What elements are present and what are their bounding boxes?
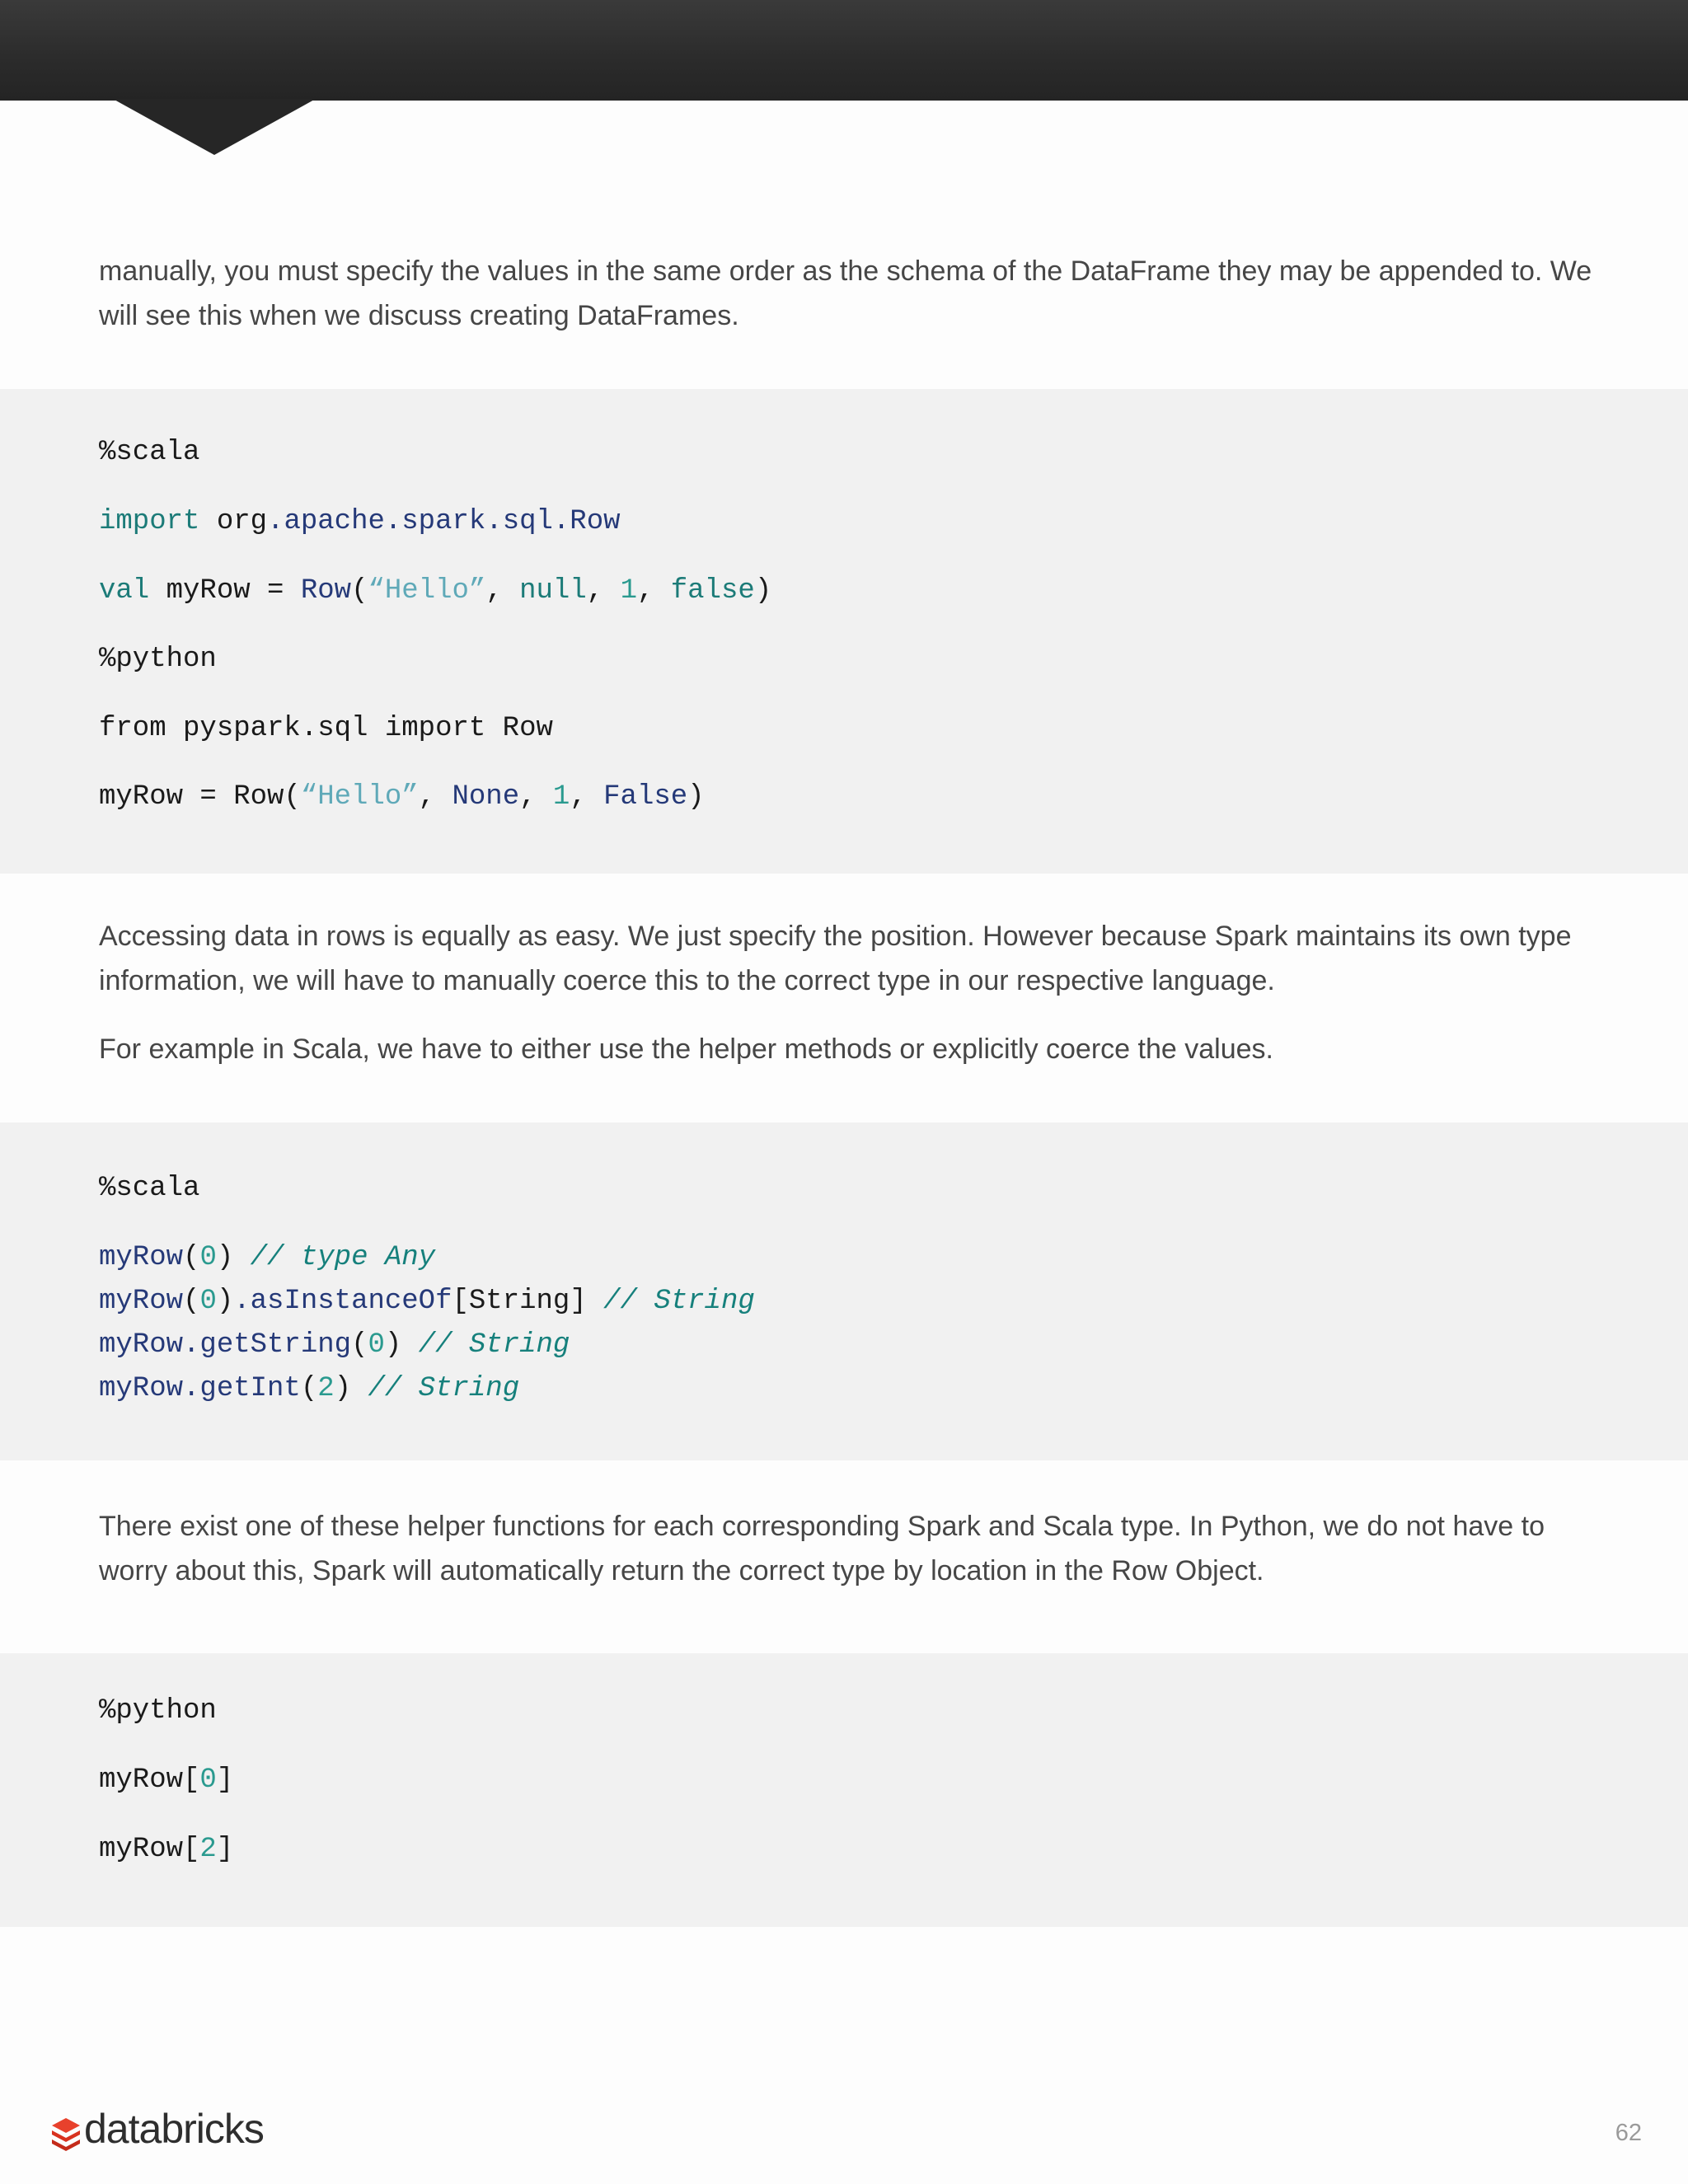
code-line [99, 1827, 233, 1872]
code-line [99, 706, 553, 751]
code-token: myRow.getString [99, 1329, 352, 1361]
code-token: .asInstanceOf [233, 1286, 452, 1317]
code-line [99, 637, 217, 682]
paragraph-scala-example: For example in Scala, we have to either use the helper methods or explicitly coerce the values. [99, 1033, 1273, 1065]
code-line [99, 1166, 199, 1211]
code-token: ( [300, 1373, 318, 1404]
code-token: %scala [99, 437, 200, 468]
code-token: Row [300, 575, 352, 607]
code-token: ( [351, 575, 368, 607]
header-notch [113, 99, 316, 157]
code-block-create-row [0, 389, 1688, 874]
code-line [99, 1279, 755, 1324]
code-token: false [670, 575, 755, 607]
code-line [99, 1323, 570, 1367]
code-token: ) [384, 1329, 419, 1361]
code-block-scala-access [0, 1122, 1688, 1460]
code-token: , [586, 575, 621, 607]
code-token: 0 [199, 1765, 217, 1796]
code-token: , [485, 575, 520, 607]
code-token: , [418, 781, 452, 813]
code-token: 2 [199, 1834, 217, 1865]
code-block-python-access [0, 1653, 1688, 1927]
code-token: myRow[ [99, 1765, 200, 1796]
code-token: , [636, 575, 671, 607]
code-token: %python [99, 644, 217, 675]
code-token: ( [183, 1286, 200, 1317]
code-line [99, 1689, 217, 1733]
page-number: 62 [1615, 2120, 1642, 2146]
code-token: 0 [368, 1329, 385, 1361]
code-token: ] [216, 1765, 234, 1796]
logo-wordmark: databricks [84, 2106, 264, 2152]
code-token: myRow [99, 1242, 184, 1273]
code-token: ( [351, 1329, 368, 1361]
code-token: False [603, 781, 688, 813]
header-banner [0, 0, 1688, 101]
code-token: 2 [317, 1373, 335, 1404]
code-token: ) [216, 1242, 251, 1273]
paragraph-helper-functions: There exist one of these helper functions for each corresponding Spark and Scala type. In Python, we do not have to worry about this, Spark will automatically return the correct type by location in the Row Object. [99, 1511, 1545, 1586]
code-token: from pyspark.sql import Row [99, 713, 553, 744]
code-token: “Hello” [300, 781, 419, 813]
code-token: “Hello” [368, 575, 486, 607]
code-token: org [199, 506, 268, 537]
code-token: ) [687, 781, 705, 813]
code-token: ] [216, 1834, 234, 1865]
code-token: myRow [99, 1286, 184, 1317]
code-line [99, 1758, 233, 1802]
code-line [99, 569, 771, 613]
code-token: myRow[ [99, 1834, 200, 1865]
code-token: 0 [199, 1242, 217, 1273]
code-token: ) [216, 1286, 234, 1317]
code-token: [String] [452, 1286, 604, 1317]
paragraph-row-values: manually, you must specify the values in the same order as the schema of the DataFrame they may be appended to. We will see this when we discuss creating DataFrames. [99, 255, 1592, 331]
code-token: val [99, 575, 150, 607]
code-token: %scala [99, 1173, 200, 1204]
code-token: .apache.spark.sql.Row [267, 506, 621, 537]
code-token: // String [418, 1329, 570, 1361]
code-token: import [99, 506, 200, 537]
code-line [99, 430, 199, 475]
code-token: , [519, 781, 553, 813]
paragraph-accessing-rows: Accessing data in rows is equally as easy. We just specify the position. However because Spark maintains its own type information, we will have to manually coerce this to the correct type in our respective language. [99, 921, 1572, 996]
code-token: myRow = Row( [99, 781, 301, 813]
code-token: 1 [552, 781, 570, 813]
code-line [99, 775, 705, 819]
databricks-logo-icon [49, 2107, 82, 2156]
code-token: 1 [620, 575, 637, 607]
code-token: myRow = [149, 575, 301, 607]
code-token: null [519, 575, 587, 607]
code-token: // String [603, 1286, 755, 1317]
code-token: // type Any [250, 1242, 436, 1273]
code-line [99, 499, 621, 544]
code-line [99, 1235, 435, 1280]
code-token: ) [754, 575, 772, 607]
code-line [99, 1366, 519, 1411]
code-token: myRow.getInt [99, 1373, 301, 1404]
code-token: ) [334, 1373, 368, 1404]
code-token: , [570, 781, 604, 813]
code-token: 0 [199, 1286, 217, 1317]
code-token: None [452, 781, 520, 813]
code-token: %python [99, 1695, 217, 1727]
code-token: // String [368, 1373, 520, 1404]
code-token: ( [183, 1242, 200, 1273]
